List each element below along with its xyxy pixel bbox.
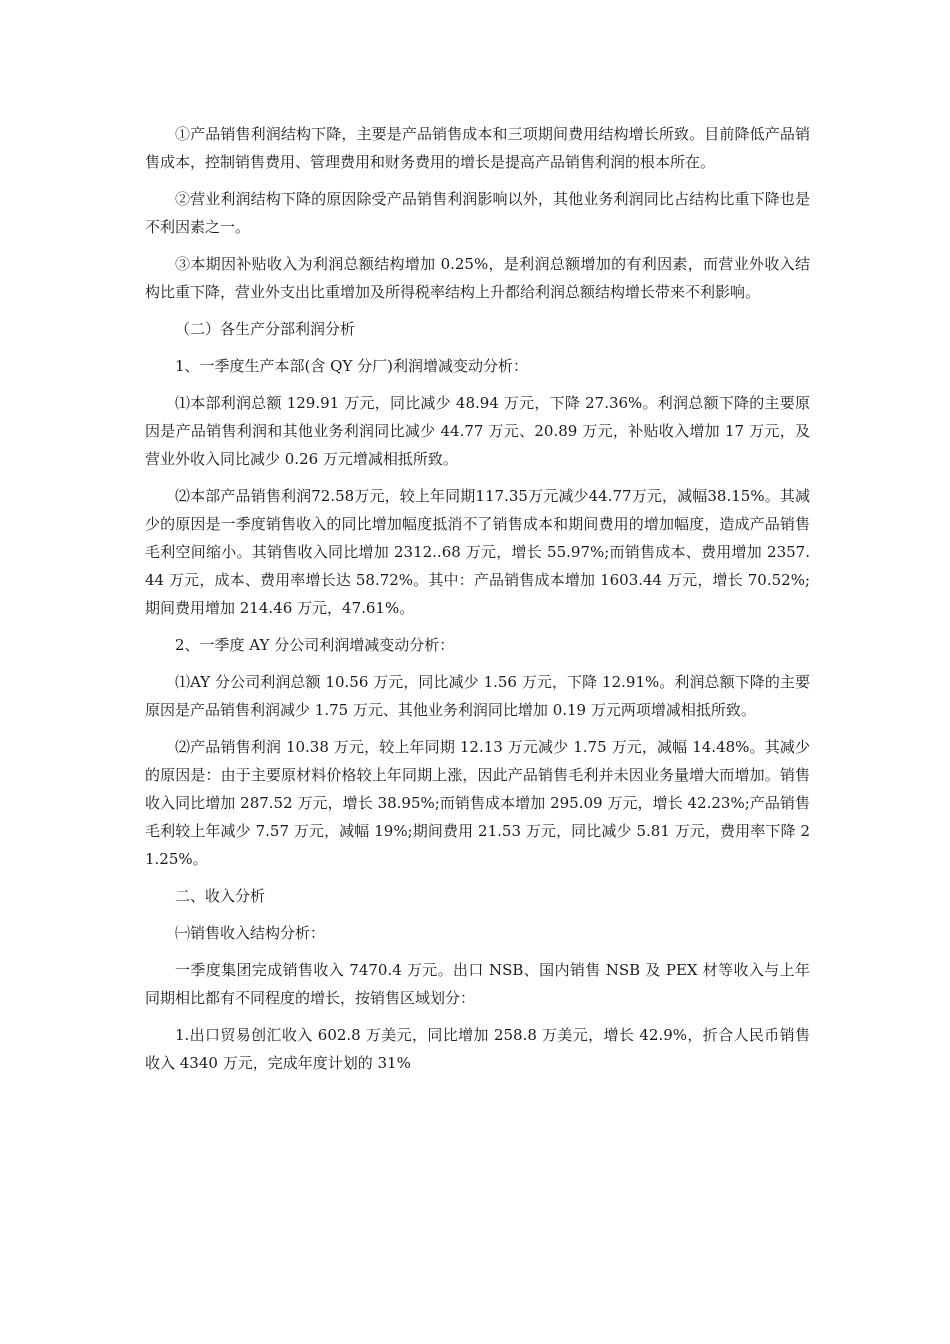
paragraph-ay-sales-profit: ⑵产品销售利润 10.38 万元，较上年同期 12.13 万元减少 1.75 万元，减幅 14.48%。其减少的原因是：由于主要原材料价格较上年同期上涨，因此产品销售毛利并未因业务量增大而增加。销售收入同比增加 287.52 万元，增长 38.95%;而销售成本增加 295.09 万元，增长 42.23%;产品销售毛利较上年减少 7.57 万元，减幅 19%;期间费用 21.53 万元，同比减少 5.81 万元，费用率下降 21.25%。 [145,738,810,868]
subheading-ay-branch: 2、一季度 AY 分公司利润增减变动分析： [175,636,455,654]
section-heading-division-profit: （二）各生产分部利润分析 [175,320,356,338]
document-body [145,120,810,1086]
paragraph-product-profit: ①产品销售利润结构下降，主要是产品销售成本和三项期间费用结构增长所致。目前降低产品销售成本，控制销售费用、管理费用和财务费用的增长是提高产品销售利润的根本所在。 [145,125,810,171]
paragraph-q1-sales: 一季度集团完成销售收入 7470.4 万元。出口 NSB、国内销售 NSB 及 PEX 材等收入与上年同期相比都有不同程度的增长，按销售区域划分： [145,961,810,1007]
subheading-headquarters: 1、一季度生产本部(含 QY 分厂)利润增减变动分析： [175,357,528,375]
paragraph-ay-total-profit: ⑴AY 分公司利润总额 10.56 万元，同比减少 1.56 万元，下降 12.91%。利润总额下降的主要原因是产品销售利润减少 1.75 万元、其他业务利润同比增加 0.19 万元两项增减相抵所致。 [145,673,810,719]
paragraph-hq-sales-profit: ⑵本部产品销售利润72.58万元，较上年同期117.35万元减少44.77万元，减幅38.15%。其减少的原因是一季度销售收入的同比增加幅度抵消不了销售成本和期间费用的增加幅度，造成产品销售毛利空间缩小。其销售收入同比增加 2312..68 万元，增长 55.97%;而销售成本、费用增加 2357.44 万元，成本、费用率增长达 58.72%。其中：产品销售成本增加 1603.44 万元，增长 70.52%;期间费用增加 214.46 万元，47.61%。 [145,487,810,617]
paragraph-export-income: 1.出口贸易创汇收入 602.8 万美元，同比增加 258.8 万美元，增长 42.9%，折合人民币销售收入 4340 万元，完成年度计划的 31% [145,1026,810,1072]
section-heading-income-analysis: 二、收入分析 [175,887,266,905]
subheading-sales-structure: ㈠销售收入结构分析： [175,924,326,942]
paragraph-subsidy-income: ③本期因补贴收入为利润总额结构增加 0.25%，是利润总额增加的有利因素，而营业外收入结构比重下降，营业外支出比重增加及所得税率结构上升都给利润总额结构增长带来不利影响。 [145,255,810,301]
paragraph-hq-total-profit: ⑴本部利润总额 129.91 万元，同比减少 48.94 万元，下降 27.36%。利润总额下降的主要原因是产品销售利润和其他业务利润同比减少 44.77 万元、20.89 万元，补贴收入增加 17 万元，及营业外收入同比减少 0.26 万元增减相抵所致。 [145,394,810,468]
paragraph-operating-profit: ②营业利润结构下降的原因除受产品销售利润影响以外，其他业务利润同比占结构比重下降也是不利因素之一。 [145,190,810,236]
